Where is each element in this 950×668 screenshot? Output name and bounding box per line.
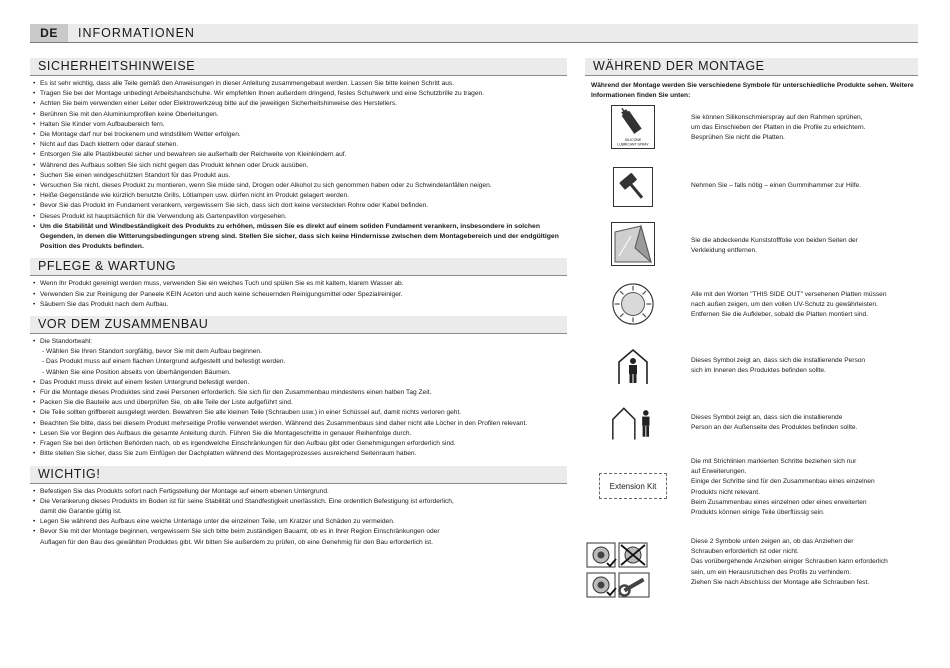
silicone-spray-icon	[611, 105, 655, 149]
list-subitem: - Das Produkt muss auf einem flachen Untergrund aufgestellt und befestigt werden.	[42, 358, 286, 366]
list-item: • Achten Sie beim verwenden einer Leiter oder Elektrowerkzeug bitte auf die jeweiligen Sicherheitshinweise des Herstellers.	[30, 99, 567, 109]
rubber-hammer-icon	[611, 165, 655, 209]
symbol-row	[585, 105, 918, 165]
description-line: Nehmen Sie – falls nötig – einen Gummihammer zur Hilfe.	[691, 182, 862, 189]
symbol-row	[585, 282, 918, 344]
description-line: nach außen zeigen, um den vollen UV-Schutz zu gewährleisten.	[691, 301, 878, 309]
symbol-description	[691, 181, 917, 191]
important-list	[30, 487, 567, 548]
list-item: • Das Produkt muss direkt auf einem festen Untergrund befestigt werden.	[30, 378, 567, 388]
description-line: Produkts nicht relevant.	[691, 488, 760, 496]
description-line: Schrauben erforderlich ist oder nicht.	[691, 548, 799, 556]
list-item: • Dieses Produkt ist hauptsächlich für die Verwendung als Gartenpavillon vorgesehen.	[30, 212, 567, 222]
description-line: auf Erweiterungen.	[691, 468, 747, 476]
list-item: • Bevor Sie mit der Montage beginnen, vergewissern Sie sich bitte beim zuständigen Bauamt, ob es in Ihrer Region Einschränkungen oder	[30, 527, 567, 537]
list-item: • Bevor Sie das Produkt im Fundament verankern, vergewissern Sie sich, dass sich dort keine versteckten Rohre oder Kabel befinden.	[30, 201, 567, 211]
list-item: • Wenn Ihr Produkt gereinigt werden muss, verwenden Sie ein weiches Tuch und spülen Sie es mit kaltem, klarem Wasser ab.	[30, 279, 567, 289]
description-line: Besprühen Sie nicht die Platten.	[691, 134, 785, 142]
list-item: • Für die Montage dieses Produktes sind zwei Personen erforderlich. Sie sich für den Zusammenbau mindestens einen halben Tag Zeit.	[30, 388, 567, 398]
list-item-continued: Auflagen für den Bau des gewählten Produktes gibt. Wir bitten Sie außerdem zu prüfen, ob eine Genehmig für den Bau erforderlich ist.	[40, 538, 433, 546]
symbol-description	[691, 537, 917, 588]
list-subitem: - Wählen Sie eine Position abseits von überhängenden Bäumen.	[42, 368, 231, 376]
page-title: INFORMATIONEN	[78, 26, 195, 40]
section-title-montage: WÄHREND DER MONTAGE	[585, 58, 918, 76]
sun-uv-icon	[611, 282, 655, 326]
header-bar	[30, 24, 918, 43]
list-item: • Halten Sie Kinder vom Aufbaubereich fern.	[30, 120, 567, 130]
description-line: Das vorübergehende Anziehen einiger Schrauben kann erforderlich	[691, 558, 888, 566]
person-outside-icon	[611, 401, 655, 445]
symbol-row	[585, 401, 918, 457]
protective-film-icon	[611, 222, 655, 266]
description-line: Einige der Schritte sind für den Zusammenbau eines einzelnen	[691, 478, 875, 486]
section-title-vor-dem-zusammenbau: VOR DEM ZUSAMMENBAU	[30, 316, 567, 334]
description-line: Entfernen Sie die Aufkleber, sobald die Platten montiert sind.	[691, 311, 869, 319]
list-item: • Berühren Sie mit den Aluminiumprofilen keine Oberleitungen.	[30, 110, 567, 120]
description-line: sein, um ein Herausrutschen des Profils zu verhindern.	[691, 568, 852, 576]
list-item: • Die Montage darf nur bei trockenem und windstillem Wetter erfolgen.	[30, 130, 567, 140]
spray-label-2: LUBRICANT SPRAY	[617, 142, 649, 147]
care-list	[30, 279, 567, 310]
description-line: Sie können Silikonschmierspray auf den Rahmen sprühen,	[691, 114, 863, 121]
description-line: um das Einschieben der Platten in die Profile zu erleichtern.	[691, 124, 866, 132]
preassembly-list	[30, 337, 567, 459]
description-line: Sie die abdeckende Kunststofffolie von beiden Seiten der	[691, 237, 858, 244]
list-item: • Suchen Sie einen windgeschützten Standort für das Produkt aus.	[30, 171, 567, 181]
symbol-row	[585, 537, 918, 607]
screw-tighten-icon	[585, 541, 653, 601]
symbol-description	[691, 113, 917, 144]
list-item: • Befestigen Sie das Produkts sofort nach Fertigstellung der Montage auf einem ebenen Untergrund.	[30, 487, 567, 497]
list-item: • Beachten Sie bitte, dass bei diesem Produkt mehrseitige Profile verwendet werden. Während des Zusammenbaus sind daher nicht alle Löcher in den Profilen relevant.	[30, 419, 567, 429]
symbol-description	[691, 290, 917, 321]
list-item: • Während des Aufbaus sollten Sie sich nicht gegen das Produkt lehnen oder Druck ausüben.	[30, 161, 567, 171]
person-inside-icon	[611, 344, 655, 388]
description-line: Person an der Außenseite des Produktes befinden sollte.	[691, 424, 858, 432]
description-line: Beim Zusammenbau eines einzelnen oder eines erweiterten	[691, 498, 867, 506]
list-subitem: - Wählen Sie Ihren Standort sorgfältig, bevor Sie mit dem Aufbau beginnen.	[42, 348, 262, 356]
section-title-pflege: PFLEGE & WARTUNG	[30, 258, 567, 276]
section-title-sicherheit: SICHERHEITSHINWEISE	[30, 58, 567, 76]
list-item: • Entsorgen Sie alle Plastikbeutel sicher und bewahren sie außerhalb der Reichweite von Kleinkindern auf.	[30, 150, 567, 160]
list-item: • Es ist sehr wichtig, dass alle Teile gemäß den Anweisungen in dieser Anleitung zusammengebaut werden. Lassen Sie bitte keinen Schritt aus.	[30, 79, 567, 89]
extension-kit-label: Extension Kit	[599, 473, 667, 499]
list-item: • Legen Sie während des Aufbaus eine weiche Unterlage unter die einzelnen Teile, um Kratzer und Schäden zu vermeiden.	[30, 517, 567, 527]
section-title-wichtig: WICHTIG!	[30, 466, 567, 484]
extension-kit-icon	[597, 471, 669, 501]
language-badge: DE	[30, 24, 68, 42]
list-item: • Bitte stellen Sie sicher, dass Sie zum Einfügen der Dachplatten während des Montageprozesses ausreichend Seitenraum haben.	[30, 449, 567, 459]
symbol-description	[691, 236, 917, 256]
list-item: • Lesen Sie vor Beginn des Aufbaus die gesamte Anleitung durch. Führen Sie die Montageschritte in genauer Reihenfolge durch.	[30, 429, 567, 439]
description-line: Verkleidung entfernen.	[691, 247, 757, 255]
description-line: Dieses Symbol zeigt an, dass sich die installierende	[691, 414, 843, 421]
symbol-description	[691, 413, 917, 433]
list-item: • Packen Sie die Bauteile aus und überprüfen Sie, ob alle Teile der Liste aufgeführt sind.	[30, 398, 567, 408]
description-line: Alle mit den Worten "THIS SIDE OUT" versehenen Platten müssen	[691, 291, 887, 298]
description-line: Dieses Symbol zeigt an, dass sich die installierende Person	[691, 357, 866, 364]
left-column	[30, 58, 567, 548]
list-item: • Die Teile sollten griffbereit ausgelegt werden. Bewahren Sie alle kleinen Teile (Schrauben usw.) in einer Schüssel auf, damit nichts verloren geht.	[30, 408, 567, 418]
symbol-row	[585, 165, 918, 222]
description-line: Ziehen Sie nach Abschluss der Montage alle Schrauben fest.	[691, 578, 870, 586]
list-item-important: • Um die Stabilität und Windbeständigkeit des Produkts zu erhöhen, müssen Sie es direkt auf einem soliden Fundament verankern, insbesondere in solchen Gegenden, in denen die Witterungsbedingungen streng sind. Stellen Sie sicher, dass sich keine Hindernisse zwischen dem Montagebereich und der endgültigen Position des Produkts befinden.	[30, 222, 567, 253]
list-item: • Tragen Sie bei der Montage unbedingt Arbeitshandschuhe. Wir empfehlen Ihnen außerdem dringend, festes Schuhwerk und eine Schutzbrille zu tragen.	[30, 89, 567, 99]
list-item: • Säubern Sie das Produkt nach dem Aufbau.	[30, 300, 567, 310]
list-item: • Heiße Gegenstände wie kürzlich benutzte Grills, Lötlampen usw. dürfen nicht im Produkt gelagert werden.	[30, 191, 567, 201]
montage-intro: Während der Montage werden Sie verschiedene Symbole für unterschiedliche Produkte sehen. Weitere Informationen finden Sie unten:	[591, 82, 914, 99]
description-line: Die mit Strichlinien markierten Schritte beziehen sich nur	[691, 458, 857, 465]
symbol-description	[691, 356, 917, 376]
list-item: • Versuchen Sie nicht, dieses Produkt zu montieren, wenn Sie müde sind, Drogen oder Alkohol zu sich genommen haben oder zu Schwindelanfällen neigen.	[30, 181, 567, 191]
list-item: • Die Standortwahl:	[30, 337, 567, 347]
list-item: • Verwenden Sie zur Reinigung der Paneele KEIN Aceton und auch keine scheuernden Reinigungsmittel oder Spezialreiniger.	[30, 290, 567, 300]
list-item: • Die Verankerung dieses Produkts im Boden ist für seine Stabilität und Standfestigkeit unerlässlich. Eine ordentlich Befestigung ist erforderlich,	[30, 497, 567, 507]
description-line: Produkts können einige Teile überflüssig sein.	[691, 509, 825, 517]
symbol-description	[691, 457, 917, 518]
symbol-row	[585, 344, 918, 401]
description-line: sich im Inneren des Produktes befinden sollte.	[691, 367, 826, 375]
spray-label-1: SILICONE	[624, 138, 642, 142]
description-line: Diese 2 Symbole unten zeigen an, ob das Anziehen der	[691, 538, 854, 545]
symbol-row	[585, 222, 918, 282]
right-column	[585, 58, 918, 607]
safety-list	[30, 79, 567, 252]
list-item: • Nicht auf das Dach klettern oder darauf stehen.	[30, 140, 567, 150]
symbol-row	[585, 457, 918, 537]
list-item-continued: damit die Garantie gültig ist.	[40, 507, 122, 515]
list-item: • Fragen Sie bei den örtlichen Behörden nach, ob es irgendwelche Einschränkungen für den Aufbau gibt oder Genehmigungen erforderlich sind.	[30, 439, 567, 449]
